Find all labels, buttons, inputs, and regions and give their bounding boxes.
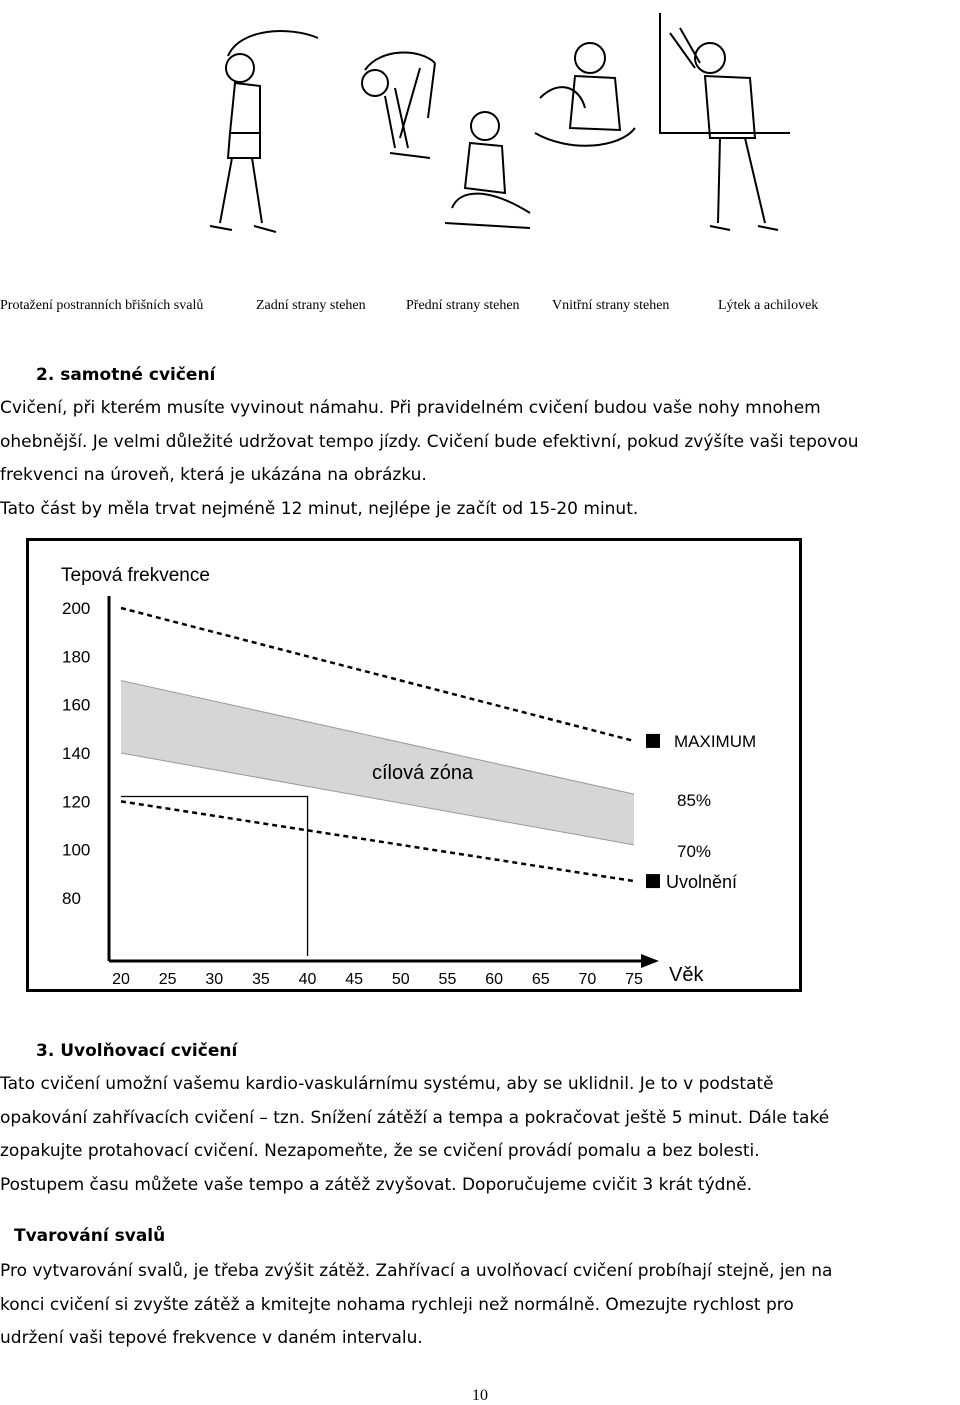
relaxation-label: Uvolnění xyxy=(666,872,738,893)
y-tick-label: 100 xyxy=(62,840,91,860)
y-tick-label: 200 xyxy=(62,599,91,618)
text-line: konci cvičení si zvyšte zátěž a kmitejte nohama rychleji než normálně. Omezujte rychlost pro xyxy=(0,1294,794,1315)
text-line: Cvičení, při kterém musíte vyvinout námahu. Při pravidelném cvičení budou vaše nohy mnohem xyxy=(0,398,821,418)
section-3-text xyxy=(0,1068,958,1202)
maximum-label: MAXIMUM xyxy=(674,731,757,751)
figure-butterfly xyxy=(535,43,635,146)
x-tick-label: 75 xyxy=(625,971,643,988)
caption-inner-thighs: Vnitřní strany stehen xyxy=(552,298,670,313)
series-70-label: 70% xyxy=(677,841,712,861)
text-line: udržení vaši tepové frekvence v daném intervalu. xyxy=(0,1328,423,1348)
x-tick-label: 50 xyxy=(391,971,410,988)
text-line: Pro vytvarování svalů, je třeba zvýšit zátěž. Zahřívací a uvolňovací cvičení probíhají stejně, jen na xyxy=(0,1261,833,1281)
text-line: ohebnější. Je velmi důležité udržovat tempo jízdy. Cvičení bude efektivní, pokud zvýšíte vaši tepovou xyxy=(0,431,859,452)
text-line: Tato cvičení umožní vašemu kardio-vaskulárnímu systému, aby se uklidnil. Je to v podstatě xyxy=(0,1074,774,1094)
figure-side-stretch xyxy=(210,31,318,232)
heart-rate-chart xyxy=(26,538,802,992)
x-tick-label: 70 xyxy=(578,971,597,988)
x-tick-label: 25 xyxy=(158,971,177,988)
x-axis-arrow xyxy=(641,954,659,968)
y-tick-label: 180 xyxy=(62,647,91,667)
caption-side-abs: Protažení postranních břišních svalů xyxy=(0,298,204,313)
x-tick-label: 20 xyxy=(112,971,130,988)
maximum-marker xyxy=(646,734,660,748)
text-line: Postupem času můžete vaše tempo a zátěž zvyšovat. Doporučujeme cvičit 3 krát týdně. xyxy=(0,1174,753,1195)
x-axis-label: Věk xyxy=(669,964,704,986)
relaxation-marker xyxy=(646,874,660,888)
text-line: Tato část by měla trvat nejméně 12 minut, nejlépe je začít od 15-20 minut. xyxy=(0,498,639,519)
x-tick-label: 35 xyxy=(252,971,270,988)
figure-seated xyxy=(445,112,530,228)
x-tick-label: 30 xyxy=(205,971,224,988)
section-2-heading: 2. samotné cvičení xyxy=(36,365,216,385)
figure-wall-stretch xyxy=(660,13,790,230)
section-4-text xyxy=(0,1255,958,1356)
age-40-reference-line xyxy=(121,797,308,957)
caption-calves: Lýtek a achilovek xyxy=(718,298,819,313)
text-line: opakování zahřívacích cvičení – tzn. Snížení zátěží a tempa a pokračovat ještě 5 minut. Dále také xyxy=(0,1107,830,1128)
section-4-heading: Tvarování svalů xyxy=(14,1226,166,1246)
x-tick-label: 45 xyxy=(345,971,364,988)
section-2-text xyxy=(0,392,958,526)
figure-forward-bend xyxy=(362,53,435,158)
caption-front-thighs: Přední strany stehen xyxy=(406,298,520,313)
caption-back-thighs: Zadní strany stehen xyxy=(256,298,366,313)
y-tick-label: 80 xyxy=(62,889,81,908)
x-tick-label: 65 xyxy=(531,971,550,988)
heart-rate-chart-svg xyxy=(29,541,799,989)
y-tick-label: 160 xyxy=(62,695,91,715)
y-tick-label: 120 xyxy=(62,792,91,812)
target-zone-label: cílová zóna xyxy=(372,762,474,784)
text-line: zopakujte protahovací cvičení. Nezapomeňte, že se cvičení provádí pomalu a bez bolesti. xyxy=(0,1141,760,1161)
text-line: frekvenci na úroveň, která je ukázána na obrázku. xyxy=(0,465,427,485)
page-number: 10 xyxy=(472,1387,488,1404)
series-85-label: 85% xyxy=(677,791,712,811)
x-tick-label: 60 xyxy=(485,971,503,988)
chart-title: Tepová frekvence xyxy=(61,565,210,586)
stretching-illustration xyxy=(190,8,790,248)
y-tick-label: 140 xyxy=(62,744,91,763)
x-tick-label: 40 xyxy=(298,971,317,988)
section-3-heading: 3. Uvolňovací cvičení xyxy=(36,1041,238,1061)
x-tick-label: 55 xyxy=(438,971,457,988)
